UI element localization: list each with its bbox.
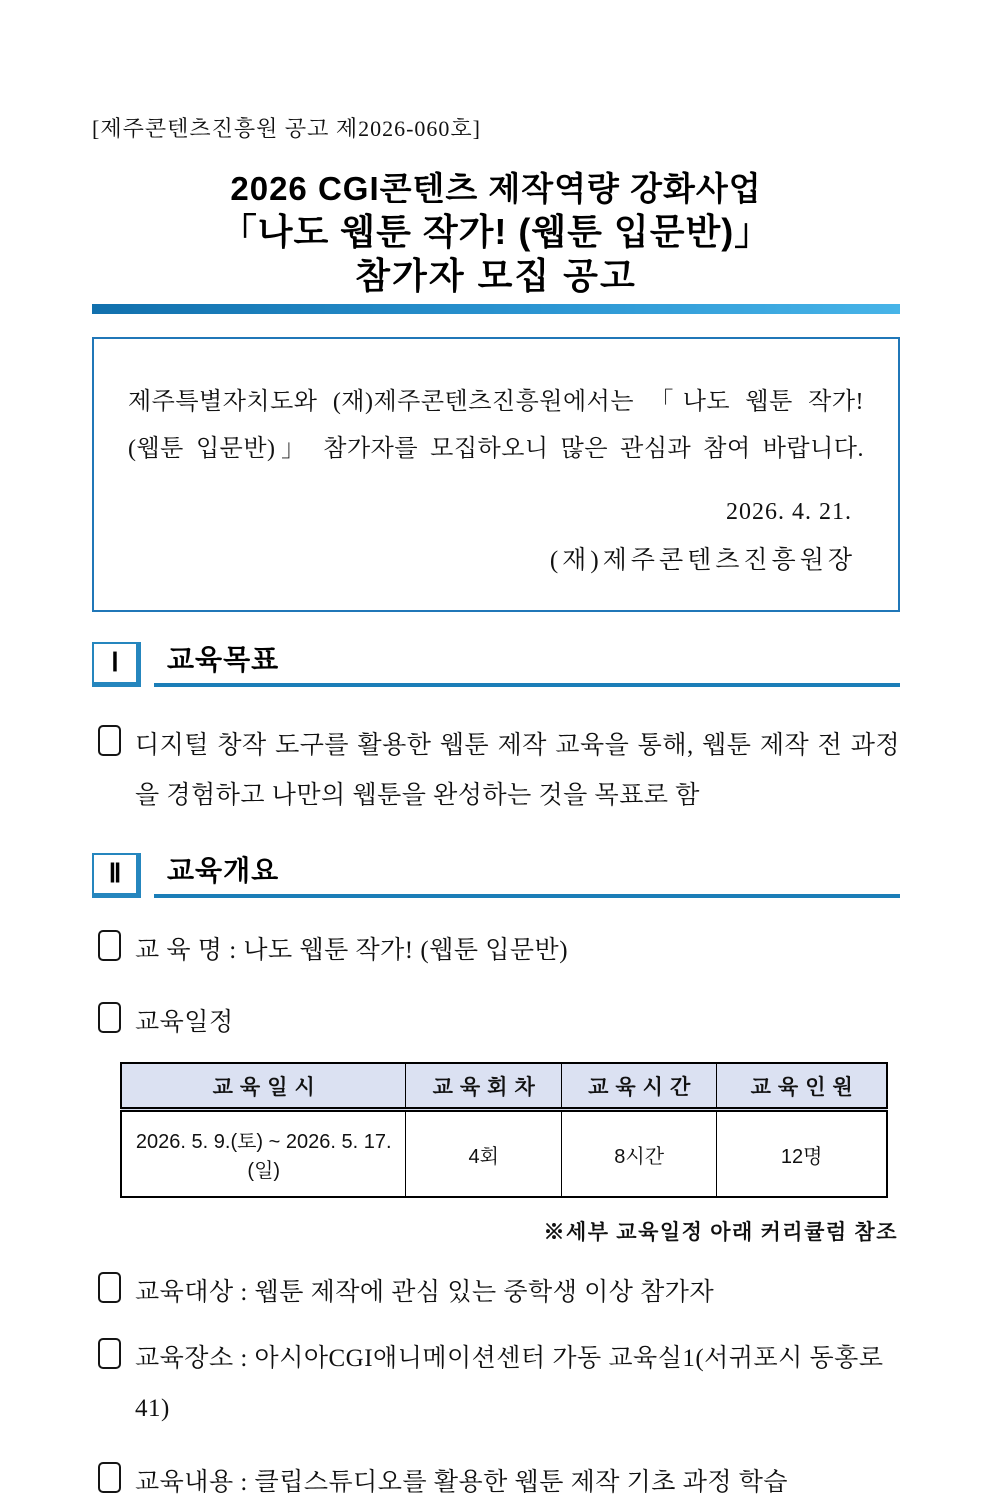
cell-capacity: 12명 [717, 1110, 887, 1198]
announcement-date: 2026. 4. 21. [726, 499, 852, 525]
target-text: 교육대상 : 웹툰 제작에 관심 있는 중학생 이상 참가자 [135, 1279, 715, 1306]
target-item [92, 1268, 900, 1318]
header-hours: 교육시간 [561, 1063, 716, 1110]
schedule-label-item [92, 998, 900, 1048]
greeting-line-1: 제주특별자치도와 (재)제주콘텐츠진흥원에서는 「나도 웹툰 작가! [128, 389, 864, 415]
section-2-title: 교육개요 [167, 855, 280, 886]
square-bullet-icon [98, 1338, 121, 1369]
header-date: 교육일시 [121, 1063, 406, 1110]
square-bullet-icon [98, 930, 121, 961]
greeting-line-2: (웹툰 입문반)」 참가자를 모집하오니 많은 관심과 참여 바랍니다. [128, 436, 864, 462]
course-name-text: 교 육 명 : 나도 웹툰 작가! (웹툰 입문반) [135, 937, 569, 964]
schedule-table-header-row [121, 1063, 887, 1110]
header-sessions: 교육회차 [406, 1063, 561, 1110]
table-note: ※세부 교육일정 아래 커리큘럼 참조 [543, 1220, 898, 1244]
title-line-1: 2026 CGI콘텐츠 제작역량 강화사업 [230, 170, 762, 207]
square-bullet-icon [98, 1462, 121, 1493]
title-underline-gradient-bar [92, 304, 900, 314]
place-item [92, 1334, 900, 1434]
square-bullet-icon [98, 1272, 121, 1303]
cell-date: 2026. 5. 9.(토) ~ 2026. 5. 17.(일) [121, 1110, 406, 1198]
title-line-3: 참가자 모집 공고 [355, 255, 637, 296]
document-title [92, 169, 900, 298]
section-2-header [92, 853, 900, 898]
content-text: 교육내용 : 클립스튜디오를 활용한 웹툰 제작 기초 과정 학습 [135, 1469, 789, 1496]
title-line-2: 「나도 웹툰 작가! (웹툰 입문반)」 [220, 211, 772, 252]
square-bullet-icon [98, 725, 121, 756]
cell-sessions: 4회 [406, 1110, 561, 1198]
section-1-numeral-box: Ⅰ [92, 642, 141, 687]
notice-number: [제주콘텐츠진흥원 공고 제2026-060호] [92, 116, 482, 141]
schedule-label-text: 교육일정 [135, 1009, 234, 1036]
square-bullet-icon [98, 1002, 121, 1033]
schedule-table-data-row [121, 1110, 887, 1198]
greeting-box [92, 337, 900, 612]
schedule-table [120, 1062, 888, 1198]
cell-hours: 8시간 [561, 1110, 716, 1198]
header-capacity: 교육인원 [717, 1063, 887, 1110]
goal-item [92, 721, 900, 821]
goal-text: 디지털 창작 도구를 활용한 웹툰 제작 교육을 통해, 웹툰 제작 전 과정을 경험하고 나만의 웹툰을 완성하는 것을 목표로 함 [135, 732, 900, 809]
signature: (재)제주콘텐츠진흥원장 [549, 547, 856, 574]
place-text: 교육장소 : 아시아CGI애니메이션센터 가동 교육실1(서귀포시 동홍로 41) [135, 1345, 884, 1422]
section-2-numeral-box: Ⅱ [92, 853, 141, 898]
course-name-item [92, 926, 900, 976]
section-1-header [92, 642, 900, 687]
section-1-title: 교육목표 [167, 644, 280, 675]
content-item [92, 1458, 900, 1508]
